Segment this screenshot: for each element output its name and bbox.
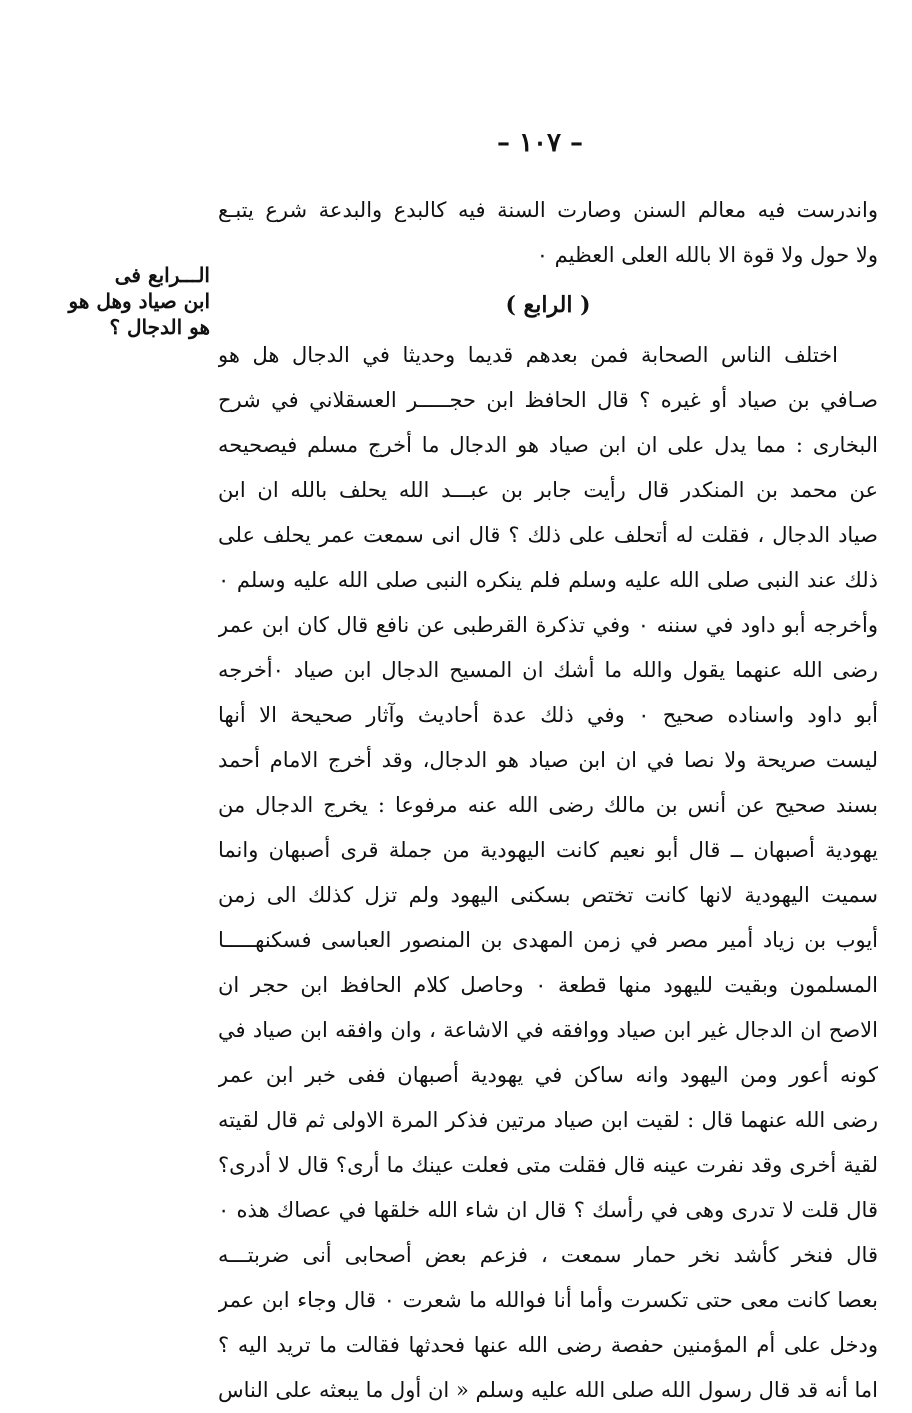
text-line: اما أنه قد قال رسول الله صلى الله عليه وسلم « ان أول ما يبعثه على الناس: [218, 1378, 878, 1402]
text-line: كونه أعور ومن اليهود وانه ساكن في يهودية أصبهان ففى خبر ابن عمر: [218, 1063, 878, 1087]
text-line: سميت اليهودية لانها كانت تختص بسكنى اليهود ولم تزل كذلك الى زمن: [218, 883, 878, 907]
margin-note-line: الـــرابع فى: [114, 263, 210, 287]
text-line: البخارى : مما يدل على ان ابن صياد هو الدجال ما أخرج مسلم فيصحيحه: [218, 433, 878, 457]
margin-note-line: هو الدجال ؟: [109, 315, 210, 339]
page-number: – ١٠٧ –: [496, 128, 584, 158]
text-line: أبو داود واسناده صحيح ٠ وفي ذلك عدة أحاديث وآثار صحيحة الا أنها: [218, 703, 878, 727]
text-line: بسند صحيح عن أنس بن مالك رضى الله عنه مرفوعا : يخرج الدجال من: [218, 793, 878, 817]
text-line: الاصح ان الدجال غير ابن صياد ووافقه في الاشاعة ، وان وافقه ابن صياد في: [218, 1018, 878, 1042]
text-line: أيوب بن زياد أمير مصر في زمن المهدى بن المنصور العباسى فسكنهـــــا: [218, 928, 878, 952]
text-line: صياد الدجال ، فقلت له أتحلف على ذلك ؟ قال انى سمعت عمر يحلف على: [218, 523, 878, 547]
text-line: ذلك عند النبى صلى الله عليه وسلم فلم ينكره النبى صلى الله عليه وسلم ٠: [218, 568, 878, 592]
text-line: بعصا كانت معى حتى تكسرت وأما أنا فوالله ما شعرت ٠ قال وجاء ابن عمر: [218, 1288, 878, 1312]
text-line: لقية أخرى وقد نفرت عينه قال فقلت متى فعلت عينك ما أرى؟ قال لا أدرى؟: [218, 1153, 878, 1177]
text-line: واندرست فيه معالم السنن وصارت السنة فيه كالبدع والبدعة شرع يتبـع: [218, 198, 878, 222]
text-line: رضى الله عنهما يقول والله ما أشك ان المسيح الدجال ابن صياد ٠أخرجه: [218, 658, 878, 682]
margin-note: [40, 262, 210, 340]
text-line: عن محمد بن المنكدر قال رأيت جابر بن عبـــد الله يحلف بالله ان ابن: [218, 478, 878, 502]
text-line: اختلف الناس الصحابة فمن بعدهم قديما وحديثا في الدجال هل هو: [218, 343, 838, 367]
text-line: يهودية أصبهان ــ قال أبو نعيم كانت اليهودية من جملة قرى أصبهان وانما: [218, 838, 878, 862]
text-line: المسلمون وبقيت لليهود منها قطعة ٠ وحاصل كلام الحافظ ابن حجر ان: [218, 973, 878, 997]
text-line: وأخرجه أبو داود في سننه ٠ وفي تذكرة القرطبى عن نافع قال كان ابن عمر: [218, 613, 878, 637]
margin-note-line: ابن صياد وهل هو: [68, 289, 210, 313]
text-line: رضى الله عنهما قال : لقيت ابن صياد مرتين فذكر المرة الاولى ثم قال لقيته: [218, 1108, 878, 1132]
main-text: [218, 188, 878, 1413]
text-line: قال فنخر كأشد نخر حمار سمعت ، فزعم بعض أصحابى أنى ضربتـــه: [218, 1243, 878, 1267]
text-line: قال قلت لا تدرى وهى في رأسك ؟ قال ان شاء الله خلقها في عصاك هذه ٠: [218, 1198, 878, 1222]
text-line: ليست صريحة ولا نصا في ان ابن صياد هو الدجال، وقد أخرج الامام أحمد: [218, 748, 878, 772]
text-line: ودخل على أم المؤمنين حفصة رضى الله عنها فحدثها فقالت ما تريد اليه ؟: [218, 1333, 878, 1357]
section-heading: ( الرابع ): [505, 292, 591, 318]
text-line: ولا حول ولا قوة الا بالله العلى العظيم ٠: [536, 243, 878, 267]
text-line: صـافي بن صياد أو غيره ؟ قال الحافظ ابن حجـــــر العسقلاني في شرح: [218, 388, 878, 412]
